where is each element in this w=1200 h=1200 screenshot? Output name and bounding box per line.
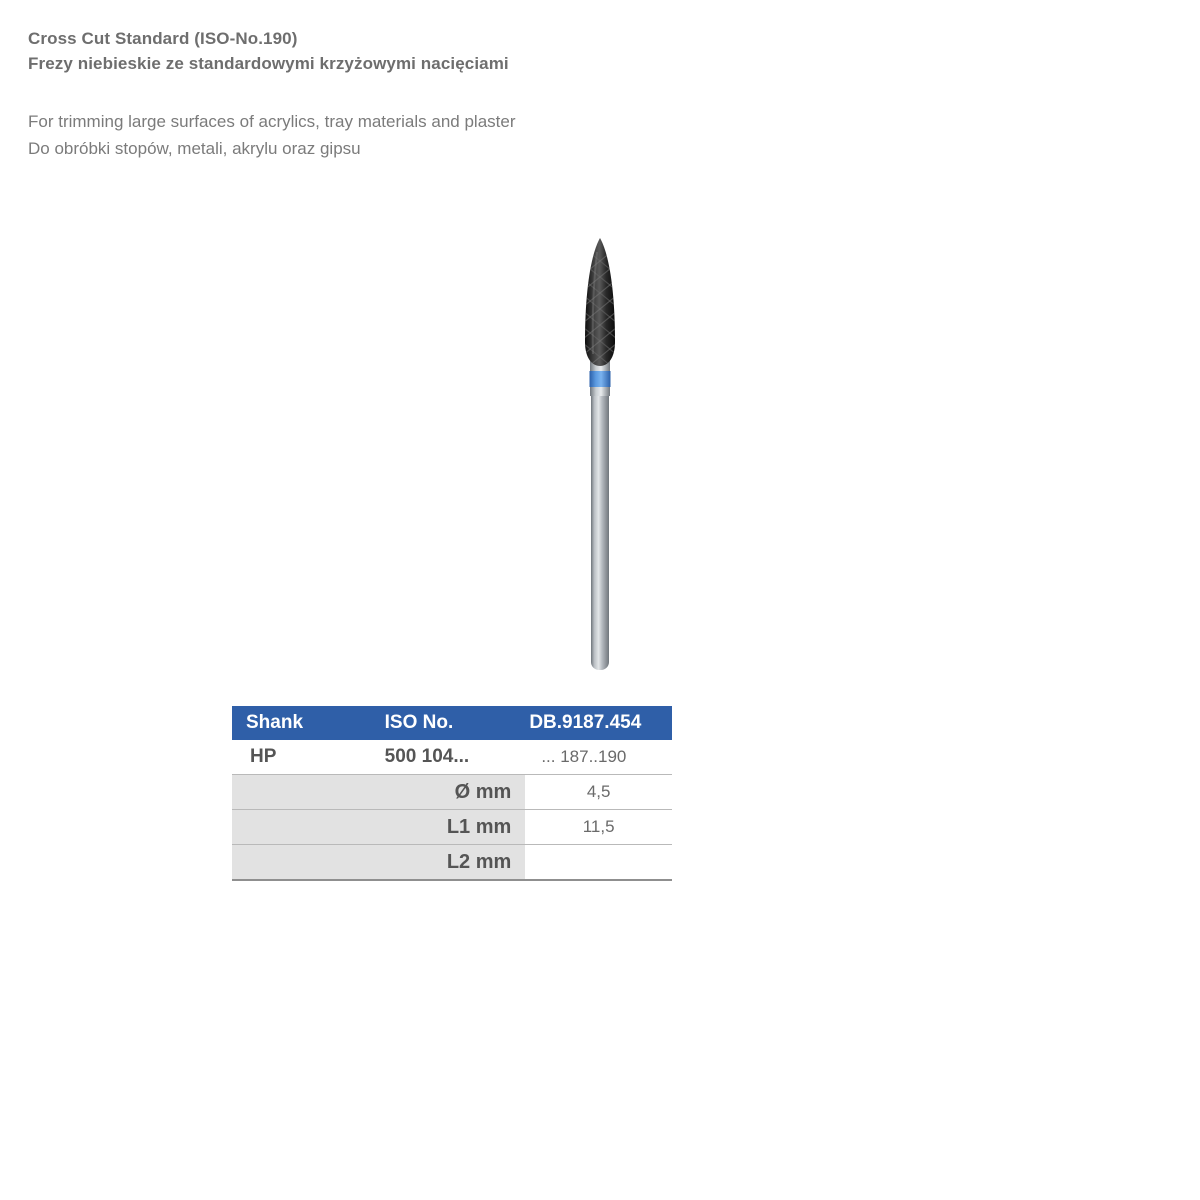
- description-english: For trimming large surfaces of acrylics, tray materials and plaster: [28, 112, 516, 131]
- title-english: Cross Cut Standard (ISO-No.190): [28, 29, 298, 48]
- cell-iso-tail: ... 187..190: [525, 740, 672, 775]
- table-row: [232, 810, 672, 845]
- cell-value-l1: 11,5: [525, 810, 672, 845]
- cell-value-diameter: 4,5: [525, 775, 672, 810]
- product-illustration: [505, 230, 695, 690]
- cell-value-l2: [525, 845, 672, 881]
- title-polish: Frezy niebieskie ze standardowymi krzyżowymi nacięciami: [28, 54, 509, 73]
- cell-label-l2: L2 mm: [232, 845, 525, 881]
- description-block: [28, 108, 928, 162]
- page-header: [28, 26, 928, 76]
- table-row: [232, 740, 672, 775]
- cell-iso-code: 500 104...: [379, 740, 526, 775]
- table-row: [232, 775, 672, 810]
- cell-label-l1: L1 mm: [232, 810, 525, 845]
- table-row: [232, 845, 672, 881]
- bur-shank: [591, 380, 609, 670]
- identification-band: [590, 371, 611, 387]
- header-iso-no: ISO No.: [379, 706, 526, 740]
- specification-table: [232, 706, 672, 881]
- table-header-row: [232, 706, 672, 740]
- cell-label-diameter: Ø mm: [232, 775, 525, 810]
- description-polish: Do obróbki stopów, metali, akrylu oraz gipsu: [28, 139, 361, 158]
- cell-shank-value: HP: [232, 740, 379, 775]
- header-reference: DB.9187.454: [525, 706, 672, 740]
- header-shank: Shank: [232, 706, 379, 740]
